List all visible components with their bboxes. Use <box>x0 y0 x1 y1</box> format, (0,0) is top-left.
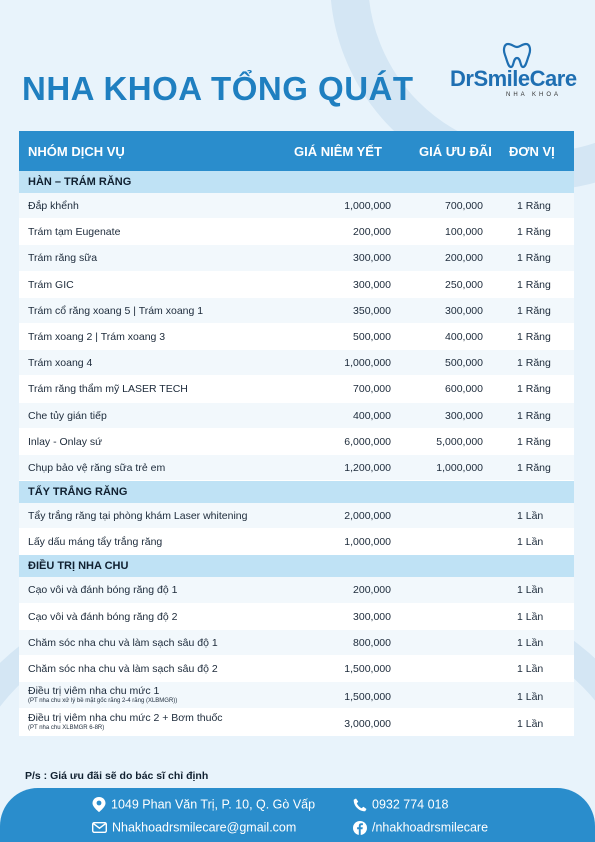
unit-cell: 1 Lần <box>517 663 544 675</box>
table-row <box>19 403 574 429</box>
service-name: Trám xoang 4 <box>28 357 93 370</box>
service-name-cell <box>28 226 120 238</box>
footer-email[interactable] <box>92 820 296 835</box>
service-name-cell <box>28 305 203 317</box>
logo-subtitle: NHA KHOA <box>506 92 562 98</box>
table-row <box>19 503 574 529</box>
list-price-cell: 1,500,000 <box>344 691 391 704</box>
sale-price-cell: 600,000 <box>445 383 483 396</box>
list-price-cell: 200,000 <box>353 584 391 597</box>
location-pin-icon <box>92 797 106 812</box>
sale-price-cell: 250,000 <box>445 278 483 291</box>
unit-cell: 1 Răng <box>517 461 551 474</box>
service-name: Cạo vôi và đánh bóng răng độ 2 <box>28 610 178 623</box>
list-price-cell: 1,000,000 <box>344 536 391 549</box>
service-name-cell <box>28 252 97 264</box>
service-note: (PT nha chu xử lý bề mặt gốc răng 2-4 răng (XLBMGR)) <box>28 698 178 705</box>
address-text: 1049 Phan Văn Trị, P. 10, Q. Gò Vấp <box>111 797 316 812</box>
footer <box>0 788 595 842</box>
service-name-cell <box>28 685 177 704</box>
logo-text: DrSmileCare <box>450 66 577 91</box>
unit-cell: 1 Răng <box>517 200 551 212</box>
service-name-cell <box>28 200 79 212</box>
phone-icon <box>353 798 367 812</box>
table-row <box>19 429 574 455</box>
table-row <box>19 577 574 603</box>
footer-phone[interactable] <box>353 797 448 812</box>
unit-cell: 1 Răng <box>517 304 551 317</box>
header-sale-price: GIÁ ƯU ĐÃI <box>419 144 492 159</box>
service-name-cell <box>28 584 177 596</box>
sale-price-cell: 5,000,000 <box>436 435 483 448</box>
unit-cell: 1 Lần <box>517 536 544 549</box>
table-header <box>19 131 574 171</box>
unit-cell: 1 Lần <box>517 610 544 623</box>
table-row <box>19 455 574 481</box>
table-row <box>19 529 574 555</box>
list-price-cell: 1,200,000 <box>344 461 391 474</box>
list-price-cell: 700,000 <box>353 383 391 396</box>
sale-price-cell: 1,000,000 <box>436 461 483 474</box>
service-name-cell <box>28 436 102 448</box>
logo <box>450 40 580 100</box>
unit-cell: 1 Răng <box>517 330 551 343</box>
list-price-cell: 350,000 <box>353 304 391 317</box>
service-name: Chăm sóc nha chu và làm sạch sâu độ 1 <box>28 636 218 649</box>
facebook-icon <box>353 821 367 835</box>
service-name: Trám cổ răng xoang 5 | Trám xoang 1 <box>28 304 204 317</box>
unit-cell: 1 Răng <box>517 278 551 291</box>
list-price-cell: 6,000,000 <box>344 435 391 448</box>
service-name: Điều trị viêm nha chu mức 2 + Bơm thuốc <box>28 712 223 725</box>
table-row <box>19 682 574 709</box>
list-price-cell: 400,000 <box>353 409 391 422</box>
table-row <box>19 604 574 630</box>
footer-facebook[interactable] <box>353 820 488 835</box>
list-price-cell: 1,000,000 <box>344 357 391 370</box>
service-name: Trám răng sữa <box>28 252 98 265</box>
list-price-cell: 1,000,000 <box>344 200 391 212</box>
email-text: Nhakhoadrsmilecare@gmail.com <box>112 820 297 835</box>
price-note: P/s : Giá ưu đãi sẽ do bác sĩ chỉ định <box>25 770 209 782</box>
table-row <box>19 656 574 682</box>
unit-cell: 1 Lần <box>517 584 544 597</box>
list-price-cell: 2,000,000 <box>344 510 391 523</box>
price-table <box>19 131 574 736</box>
service-name: Điều trị viêm nha chu mức 1 <box>28 685 160 698</box>
service-name: Inlay - Onlay sứ <box>28 435 103 448</box>
section-header <box>19 171 574 193</box>
sale-price-cell: 300,000 <box>445 409 483 422</box>
service-name-cell <box>28 357 92 369</box>
unit-cell: 1 Răng <box>517 409 551 422</box>
service-name-cell <box>28 536 162 548</box>
table-row <box>19 630 574 656</box>
unit-cell: 1 Răng <box>517 226 551 239</box>
service-name-cell <box>28 712 223 731</box>
list-price-cell: 300,000 <box>353 252 391 265</box>
service-name-cell <box>28 462 165 474</box>
service-name: Lấy dấu máng tẩy trắng răng <box>28 536 163 549</box>
sale-price-cell: 300,000 <box>445 304 483 317</box>
service-note: (PT nha chu XLBMGR 6-8R) <box>28 725 105 732</box>
header-unit: ĐƠN VỊ <box>509 144 555 159</box>
header-group: NHÓM DỊCH VỤ <box>28 144 125 159</box>
header-list-price: GIÁ NIÊM YẾT <box>294 144 382 159</box>
table-row <box>19 350 574 376</box>
page-title: NHA KHOA TỔNG QUÁT <box>22 70 414 107</box>
section-header <box>19 481 574 503</box>
service-name-cell <box>28 383 188 395</box>
table-row <box>19 709 574 736</box>
service-name: Trám răng thẩm mỹ LASER TECH <box>28 383 188 396</box>
footer-address <box>92 797 315 812</box>
list-price-cell: 3,000,000 <box>344 718 391 731</box>
service-name: Che tủy gián tiếp <box>28 409 107 422</box>
unit-cell: 1 Lần <box>517 636 544 649</box>
section-title: HÀN – TRÁM RĂNG <box>28 176 132 188</box>
unit-cell: 1 Lần <box>517 691 544 704</box>
service-name: Chụp bảo vệ răng sữa trẻ em <box>28 461 166 474</box>
service-name: Cạo vôi và đánh bóng răng độ 1 <box>28 584 178 597</box>
section-header <box>19 555 574 577</box>
list-price-cell: 200,000 <box>353 226 391 239</box>
email-icon <box>92 822 107 833</box>
table-row <box>19 272 574 298</box>
unit-cell: 1 Lần <box>517 718 544 731</box>
sale-price-cell: 100,000 <box>445 226 483 239</box>
list-price-cell: 300,000 <box>353 610 391 623</box>
sale-price-cell: 400,000 <box>445 330 483 343</box>
section-title: ĐIỀU TRỊ NHA CHU <box>28 560 129 573</box>
section-title: TẨY TRẮNG RĂNG <box>28 486 128 499</box>
list-price-cell: 300,000 <box>353 278 391 291</box>
service-name: Đắp khểnh <box>28 200 79 212</box>
phone-text: 0932 774 018 <box>372 797 449 812</box>
service-name: Trám GIC <box>28 278 74 291</box>
sale-price-cell: 500,000 <box>445 357 483 370</box>
list-price-cell: 800,000 <box>353 636 391 649</box>
service-name: Trám xoang 2 | Trám xoang 3 <box>28 330 166 343</box>
table-row <box>19 298 574 324</box>
service-name-cell <box>28 637 218 649</box>
table-row <box>19 219 574 245</box>
service-name-cell <box>28 510 247 522</box>
service-name-cell <box>28 663 218 675</box>
sale-price-cell: 700,000 <box>445 200 483 212</box>
unit-cell: 1 Răng <box>517 357 551 370</box>
service-name-cell <box>28 331 165 343</box>
service-name: Tẩy trắng răng tại phòng khám Laser whitening <box>28 510 248 523</box>
service-name-cell <box>28 279 74 291</box>
sale-price-cell: 200,000 <box>445 252 483 265</box>
table-row <box>19 245 574 271</box>
table-row <box>19 324 574 350</box>
service-name: Trám tạm Eugenate <box>28 226 121 239</box>
list-price-cell: 500,000 <box>353 330 391 343</box>
unit-cell: 1 Răng <box>517 252 551 265</box>
table-row <box>19 193 574 219</box>
service-name-cell <box>28 611 177 623</box>
facebook-text: /nhakhoadrsmilecare <box>372 820 489 835</box>
unit-cell: 1 Răng <box>517 383 551 396</box>
unit-cell: 1 Lần <box>517 510 544 523</box>
service-name: Chăm sóc nha chu và làm sạch sâu độ 2 <box>28 663 218 675</box>
unit-cell: 1 Răng <box>517 435 551 448</box>
table-row <box>19 376 574 402</box>
service-name-cell <box>28 410 107 422</box>
list-price-cell: 1,500,000 <box>344 663 391 675</box>
